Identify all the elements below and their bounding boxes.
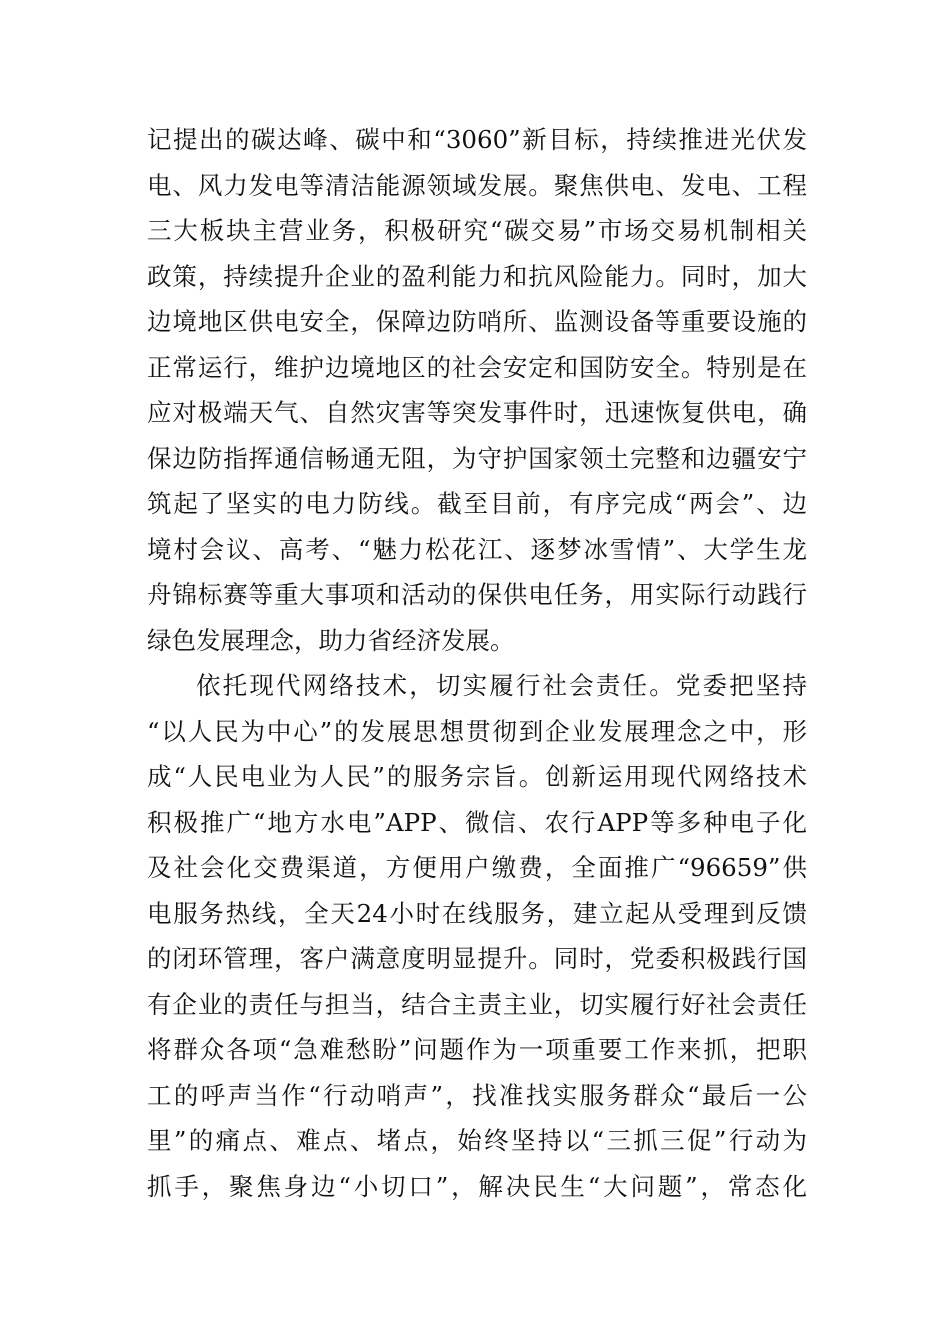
paragraph-1-line-9: 筑起了坚实的电力防线。截至目前，有序完成“两会”、边: [147, 489, 807, 518]
paragraph-2-line-5: 及社会化交费渠道，方便用户缴费，全面推广“96659”供: [147, 853, 807, 882]
paragraph-1-line-10: 境村会议、高考、“魅力松花江、逐梦冰雪情”、大学生龙: [147, 534, 807, 564]
paragraph-1-line-7: 应对极端天气、自然灾害等突发事件时，迅速恢复供电，确: [147, 398, 807, 427]
paragraph-1-line-8: 保边防指挥通信畅通无阻，为守护国家领土完整和边疆安宁: [147, 443, 807, 473]
paragraph-2-line-2: “以人民为中心”的发展思想贯彻到企业发展理念之中，形: [147, 716, 807, 746]
paragraph-2-line-11: 里”的痛点、难点、堵点，始终坚持以“三抓三促”行动为: [147, 1126, 807, 1155]
paragraph-1-line-3: 三大板块主营业务，积极研究“碳交易”市场交易机制相关: [147, 216, 807, 245]
paragraph-2-line-8: 有企业的责任与担当，结合主责主业，切实履行好社会责任: [147, 989, 807, 1019]
paragraph-2-line-9: 将群众各项“急难愁盼”问题作为一项重要工作来抓，把职: [147, 1035, 807, 1064]
paragraph-2-line-12: 抓手，聚焦身边“小切口”，解决民生“大问题”，常态化: [147, 1171, 807, 1201]
paragraph-2-line-10: 工的呼声当作“行动哨声”，找准找实服务群众“最后一公: [147, 1080, 807, 1110]
paragraph-2-line-7: 的闭环管理，客户满意度明显提升。同时，党委积极践行国: [147, 944, 807, 973]
paragraph-2-line-6: 电服务热线，全天24小时在线服务，建立起从受理到反馈: [147, 898, 807, 928]
paragraph-1-line-6: 正常运行，维护边境地区的社会安定和国防安全。特别是在: [147, 352, 807, 382]
paragraph-2-line-4: 积极推广“地方水电”APP、微信、农行APP等多种电子化: [147, 807, 807, 837]
paragraph-2-line-1: 依托现代网络技术，切实履行社会责任。党委把坚持: [196, 671, 807, 700]
paragraph-1-line-2: 电、风力发电等清洁能源领域发展。聚焦供电、发电、工程: [147, 170, 807, 200]
paragraph-1-line-5: 边境地区供电安全，保障边防哨所、监测设备等重要设施的: [147, 307, 807, 336]
paragraph-1-line-12: 绿色发展理念，助力省经济发展。: [147, 625, 515, 655]
paragraph-1-line-4: 政策，持续提升企业的盈利能力和抗风险能力。同时，加大: [147, 261, 807, 291]
paragraph-2-line-3: 成“人民电业为人民”的服务宗旨。创新运用现代网络技术: [147, 762, 807, 791]
paragraph-1-line-11: 舟锦标赛等重大事项和活动的保供电任务，用实际行动践行: [147, 580, 807, 609]
paragraph-1-line-1: 记提出的碳达峰、碳中和“3060”新目标，持续推进光伏发: [147, 125, 807, 154]
